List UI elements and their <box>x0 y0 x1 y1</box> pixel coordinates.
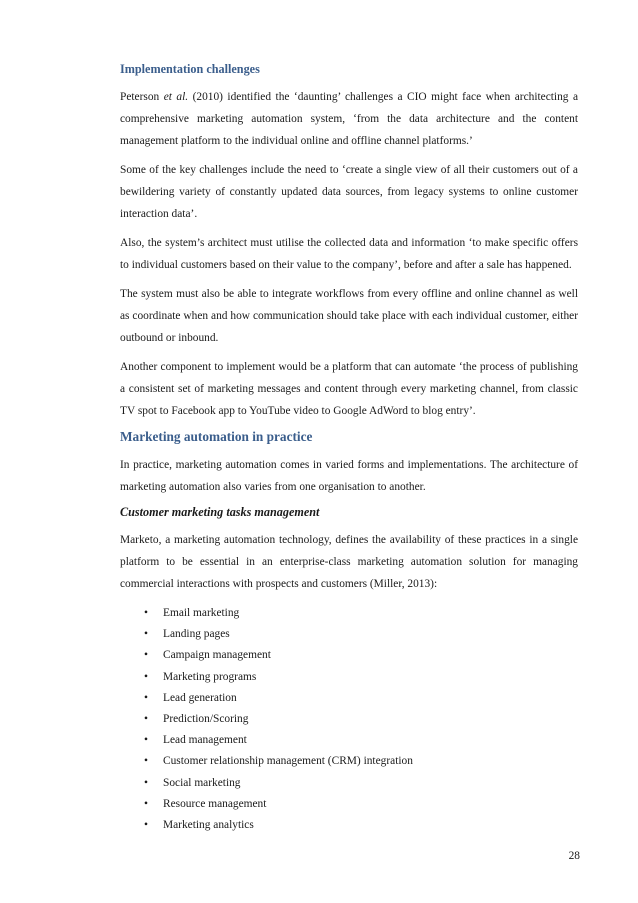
list-item <box>120 751 578 772</box>
list-item <box>120 603 578 624</box>
heading-marketing-automation-in-practice: Marketing automation in practice <box>120 429 313 444</box>
list-item <box>120 645 578 666</box>
list-item <box>120 709 578 730</box>
list-item-label: Lead management <box>163 734 247 747</box>
task-list <box>120 603 578 836</box>
bullet-icon: • <box>144 713 148 726</box>
bullet-icon: • <box>144 649 148 662</box>
paragraph-peterson-post: (2010) identified the ‘daunting’ challenges a CIO might face when architecting a comprehensive marketing automation system, ‘from the data architecture and the content management platform to the individual online and offline channel platforms.’ <box>120 91 579 147</box>
list-item <box>120 815 578 836</box>
list-item-label: Customer relationship management (CRM) integration <box>163 755 413 768</box>
bullet-icon: • <box>144 797 148 810</box>
list-item <box>120 794 578 815</box>
paragraph-peterson <box>120 86 578 152</box>
paragraph-key-challenges: Some of the key challenges include the need to ‘create a single view of all their customers out of a bewildering variety of constantly updated data sources, from legacy systems to online customer interaction data’. <box>120 164 578 220</box>
list-item <box>120 667 578 688</box>
list-item <box>120 730 578 751</box>
page-number: 28 <box>568 850 580 862</box>
bullet-icon: • <box>144 734 148 747</box>
heading-implementation-challenges: Implementation challenges <box>120 62 260 76</box>
heading-customer-marketing-tasks: Customer marketing tasks management <box>120 505 320 519</box>
list-item-label: Lead generation <box>163 691 237 704</box>
list-item-label: Landing pages <box>163 628 230 641</box>
bullet-icon: • <box>144 691 148 704</box>
list-item-label: Email marketing <box>163 607 240 619</box>
list-item-label: Marketing analytics <box>163 819 254 832</box>
paragraph-system-architect: Also, the system’s architect must utilise the collected data and information ‘to make specific offers to individual customers based on their value to the company’, before and after a sale has happened. <box>120 237 578 271</box>
paragraph-marketo: Marketo, a marketing automation technology, defines the availability of these practices in a single platform to be essential in an enterprise-class marketing automation solution for managing commercial interactions with prospects and customers (Miller, 2013): <box>120 534 578 590</box>
list-item-label: Marketing programs <box>163 670 257 683</box>
bullet-icon: • <box>144 607 148 619</box>
list-item-label: Social marketing <box>163 776 241 789</box>
bullet-icon: • <box>144 670 148 683</box>
page-content <box>120 62 578 836</box>
bullet-icon: • <box>144 819 148 832</box>
bullet-icon: • <box>144 755 148 768</box>
paragraph-in-practice: In practice, marketing automation comes in varied forms and implementations. The architecture of marketing automation also varies from one organisation to another. <box>120 459 578 493</box>
bullet-icon: • <box>144 776 148 789</box>
bullet-icon: • <box>144 628 148 641</box>
list-item <box>120 773 578 794</box>
paragraph-peterson-italic: et al. <box>163 91 189 103</box>
list-item-label: Resource management <box>163 797 267 810</box>
list-item <box>120 688 578 709</box>
paragraph-another-component: Another component to implement would be a platform that can automate ‘the process of publishing a consistent set of marketing messages and content through every marketing channel, from classic TV spot to Facebook app to YouTube video to Google AdWord to blog entry’. <box>120 361 578 417</box>
list-item-label: Campaign management <box>163 649 271 662</box>
list-item-label: Prediction/Scoring <box>163 713 249 726</box>
paragraph-integrate-workflows: The system must also be able to integrate workflows from every offline and online channel as well as coordinate when and how communication should take place with each individual customer, either outbound or inbound. <box>120 288 578 344</box>
paragraph-peterson-pre: Peterson <box>120 91 164 103</box>
list-item <box>120 624 578 645</box>
